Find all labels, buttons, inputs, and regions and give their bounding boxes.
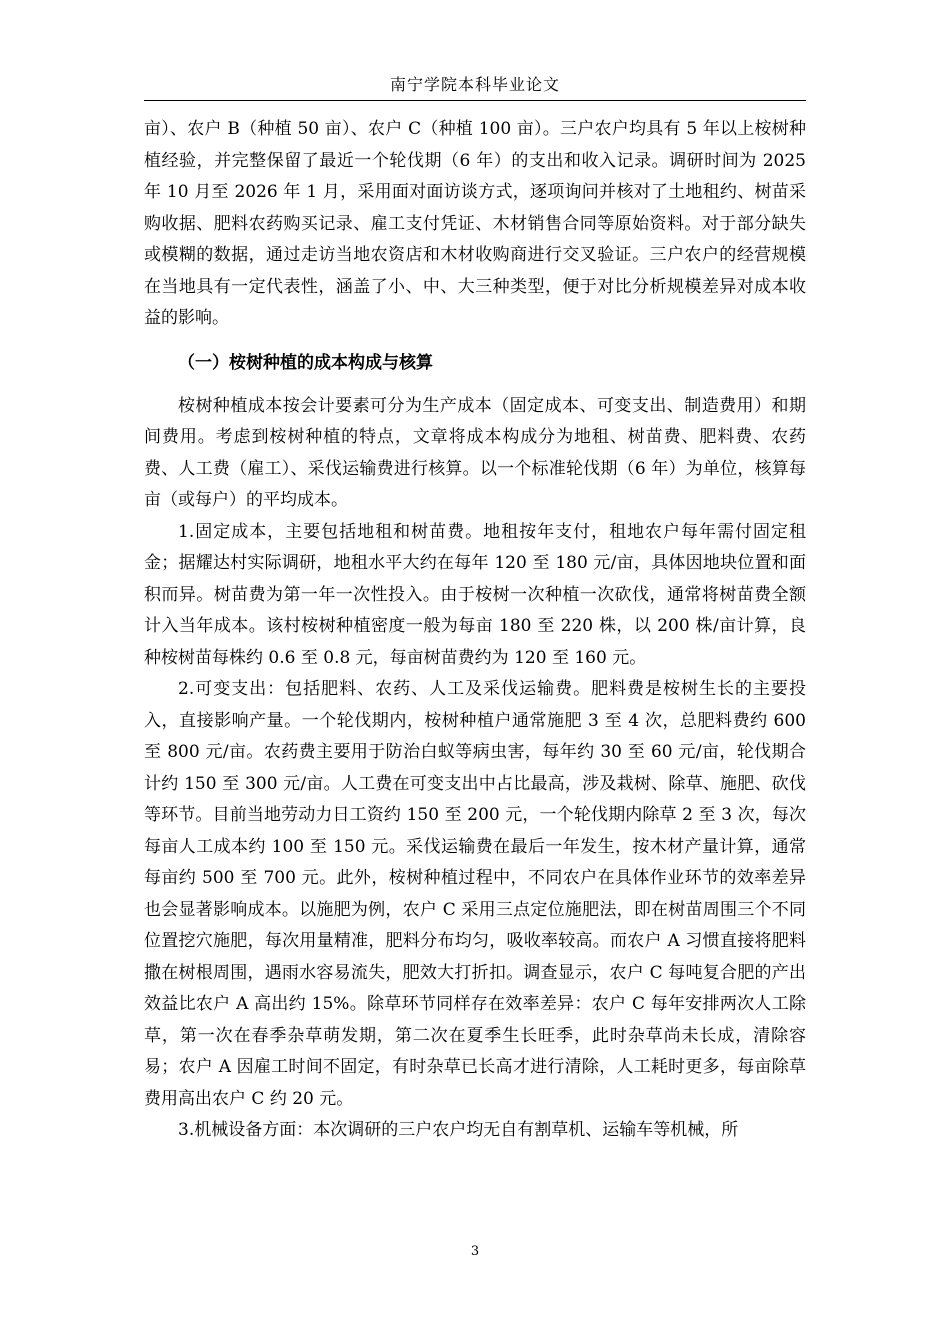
- paragraph-machinery: 3.机械设备方面：本次调研的三户农户均无自有割草机、运输车等机械，所: [178, 1120, 739, 1140]
- running-header: 南宁学院本科毕业论文: [389, 75, 560, 94]
- page-number: 3: [470, 1244, 480, 1259]
- header-divider: [144, 100, 806, 101]
- paragraph-continued: 亩）、农户 B（种植 50 亩）、农户 C（种植 100 亩）。三户农户均具有 5 年以上桉树种植经验，并完整保留了最近一个轮伐期（6 年）的支出和收入记录。调研时间为 2025 年 10 月至 2026 年 1 月，采用面对面访谈方式，逐项询问并核对了土地租约、树苗采购收据、肥料农药购买记录、雇工支付凭证、木材销售合同等原始资料。对于部分缺失或模糊的数据，通过走访当地农资店和木材收购商进行交叉验证。三户农户的经营规模在当地具有一定代表性，涵盖了小、中、大三种类型，便于对比分析规模差异对成本收益的影响。: [144, 119, 806, 328]
- section-heading: （一）桉树种植的成本构成与核算: [178, 352, 433, 373]
- document-body: [144, 114, 806, 1147]
- paragraph-variable-cost: 2.可变支出：包括肥料、农药、人工及采伐运输费。肥料费是桉树生长的主要投入，直接影响产量。一个轮伐期内，桉树种植户通常施肥 3 至 4 次，总肥料费约 600 至 800 元/亩。农药费主要用于防治白蚁等病虫害，每年约 30 至 60 元/亩，轮伐期合计约 150 至 300 元/亩。人工费在可变支出中占比最高，涉及栽树、除草、施肥、砍伐等环节。目前当地劳动力日工资约 150 至 200 元，一个轮伐期内除草 2 至 3 次，每次每亩人工成本约 100 至 150 元。采伐运输费在最后一年发生，按木材产量计算，通常每亩约 500 至 700 元。此外，桉树种植过程中，不同农户在具体作业环节的效率差异也会显著影响成本。以施肥为例，农户 C 采用三点定位施肥法，即在树苗周围三个不同位置挖穴施肥，每次用量精准，肥料分布均匀，吸收率较高。而农户 A 习惯直接将肥料撒在树根周围，遇雨水容易流失，肥效大打折扣。调查显示，农户 C 每吨复合肥的产出效益比农户 A 高出约 15%。除草环节同样存在效率差异：农户 C 每年安排两次人工除草，第一次在春季杂草萌发期，第二次在夏季生长旺季，此时杂草尚未长成，清除容易；农户 A 因雇工时间不固定，有时杂草已长高才进行清除，人工耗时更多，每亩除草费用高出农户 C 约 20 元。: [144, 679, 806, 1109]
- paragraph-fixed-cost: 1.固定成本，主要包括地租和树苗费。地租按年支付，租地农户每年需付固定租金；据耀达村实际调研，地租水平大约在每年 120 至 180 元/亩，具体因地块位置和面积而异。树苗费为第一年一次性投入。由于桉树一次种植一次砍伐，通常将树苗费全额计入当年成本。该村桉树种植密度一般为每亩 180 至 220 株，以 200 株/亩计算，良种桉树苗每株约 0.6 至 0.8 元，每亩树苗费约为 120 至 160 元。: [144, 521, 806, 668]
- paragraph-cost-classification: 桉树种植成本按会计要素可分为生产成本（固定成本、可变支出、制造费用）和期间费用。考虑到桉树种植的特点，文章将成本构成分为地租、树苗费、肥料费、农药费、人工费（雇工）、采伐运输费进行核算。以一个标准轮伐期（6 年）为单位，核算每亩（或每户）的平均成本。: [144, 395, 806, 510]
